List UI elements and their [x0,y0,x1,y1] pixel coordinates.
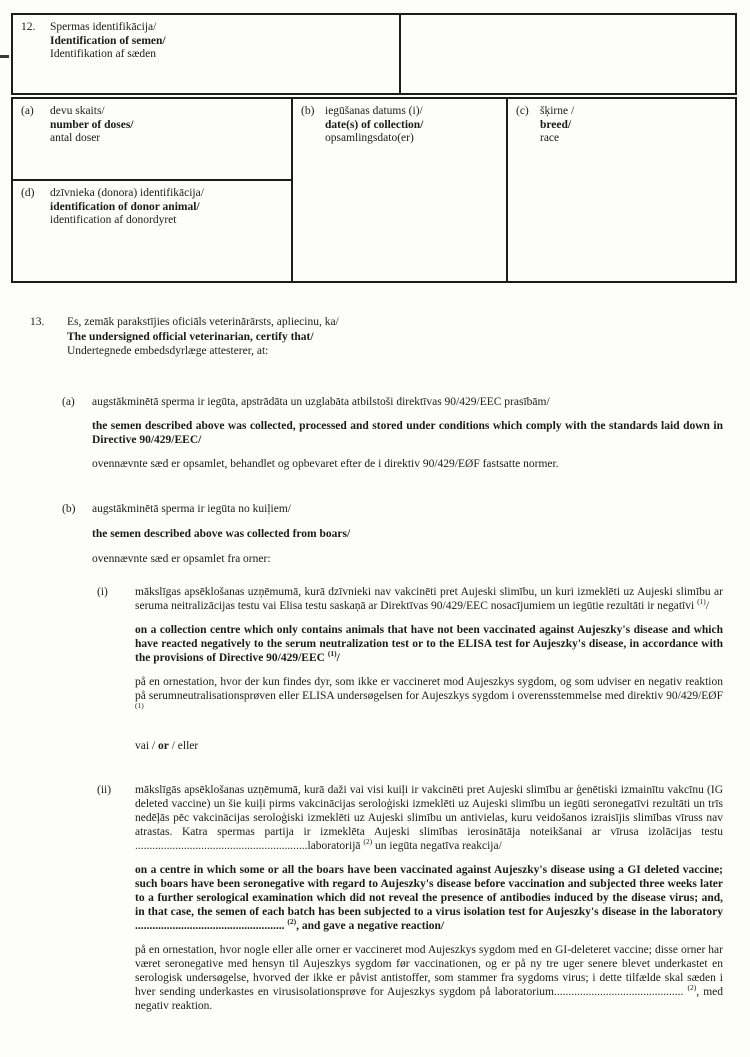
cell-c-lv: šķirne / [540,105,575,117]
item-b-en: the semen described above was collected from boars/ [92,527,351,540]
item-a-da: ovennævnte sæd er opsamlet, behandlet og opbevaret efter de i direktiv 90/429/EØF fastsatte normer. [92,457,559,470]
cell-b-number: (b) [301,105,315,117]
item-b-da: ovennævnte sæd er opsamlet fra orner: [92,552,271,565]
cell-c-da: race [540,132,560,145]
item-b-text [92,502,723,577]
item-ii-number: (ii) [97,783,112,796]
cell-d-number: (d) [21,187,35,199]
cell-d-lv: dzīvnieka (donora) identifikācija/ [50,187,204,199]
cell-c-en: breed/ [540,118,572,131]
certification-body [0,283,750,1023]
cell-d-da: identification af donordyret [50,214,177,227]
cell-12-en: Identification of semen/ [50,34,166,47]
section-13-da: Undertegnede embedsdyrlæge attesterer, at: [67,345,269,358]
cell-b [293,99,508,281]
cell-12-label [13,15,401,93]
cell-b-lv: iegūšanas datums (i)/ [325,105,423,117]
item-i-en: on a collection centre which only contains animals that have not been vaccinated against Aujeszky's disease and which have reacted negatively to the serum neutralization test or to the ELISA test for Aujeszky's disease, in accordance with the provisions of Directive 90/429/EEC $^{(1)}$/ [135,623,723,664]
cell-d-text [50,187,204,281]
footnote-ref-2: (2) [687,982,697,992]
cell-d [13,181,291,281]
cell-a [13,99,291,181]
item-ii-en: on a centre in which some or all the boars have been vaccinated against Aujeszky's disease using a GI deleted vaccine; such boars have been seronegative with regard to Aujeszky's disease before vaccination and subjected three weeks later to a further serological examination which did not reveal the presence of antibodies induced by the disease virus; and, in that case, the semen of each batch has been subjected to a virus isolation test for Aujeszky's disease in the laboratory .................................................... $^{(2)}$, and gave a negative reaction/ [135,863,723,932]
section-13-en: The undersigned official veterinarian, certify that/ [67,330,314,343]
cell-d-en: identification of donor animal/ [50,200,200,213]
item-ii [97,783,750,1023]
table-row-abcd [11,97,737,283]
item-i [97,585,750,727]
cell-a-en: number of doses/ [50,118,134,131]
table-column-left [13,99,293,281]
item-b [62,502,750,577]
section-13-text [67,315,339,359]
cell-b-en: date(s) of collection/ [325,118,424,131]
item-i-number: (i) [97,585,108,598]
cell-12-lv: Spermas identifikācija/ [50,21,157,33]
footnote-ref-2: (2) [363,836,373,846]
semen-identification-table [11,13,737,283]
footnote-ref-2: (2) [287,916,297,926]
section-13-number: 13. [30,316,45,328]
item-i-lv: mākslīgas apsēklošanas uzņēmumā, kurā dzīvnieki nav vakcinēti pret Aujeski slimību, un kuri izmeklēti uz Aujeski slimību ar seruma neitralizācijas testu vai Elisa testu saskaņā ar Direktīvas 90/429/EEC nosacījumiem un iegūtie rezultāti ir negatīvi $^{(1)}$/ [135,585,723,612]
item-ii-text [135,783,723,1023]
item-a-number: (a) [62,395,75,408]
cell-12-text [50,21,166,93]
item-i-da: på en ornestation, hvor der kun findes dyr, som ikke er vaccineret mod Aujeszkys sygdom, og som udviser en negativ reaktion på serumneutralisationsprøven eller ELISA undersøgelsen for Aujeszkys sygdom i overensstemmelse med direktiv 90/429/EØF $^{(1)}$ [135,675,723,710]
item-a [62,395,750,481]
cell-c-number: (c) [516,105,529,117]
item-ii-lv: mākslīgās apsēklošanas uzņēmumā, kurā daži vai visi kuiļi ir vakcinēti pret Aujeski slimību ar ģenētiski izmainītu vakcīnu (IG deleted vaccine) un šie kuiļi pirms vakcinācijas seroloģiski izmeklēti uz Aujeski slimību un iegūti seronegatīvi rezultāti un trīs nedēļās pēc vakcinācijas seroloģiski izmeklēti uz Aujeski slimību un antivielas, kuru veidošanos izraisījis slimības vīruss nav atrastas. Katra spermas partija ir izmeklēta Aujeski slimības ierosinātāja noteikšanai ar vīrusa izolācijas testu ............................................................laboratorijā $^{(2)}$ un iegūta negatīva reakcija/ [135,783,723,852]
cell-a-text [50,105,134,179]
footnote-ref-1: (1) [135,700,144,710]
cell-12-number: 12. [21,21,36,33]
item-i-text [135,585,723,727]
table-row-12 [11,13,737,95]
section-13 [30,315,750,359]
item-b-lv: augstākminētā sperma ir iegūta no kuiļiem/ [92,502,291,515]
section-13-lv: Es, zemāk parakstījies oficiāls veterinārārsts, apliecinu, ka/ [67,316,339,328]
cell-12-entry-area [401,15,735,93]
item-a-text [92,395,723,481]
scan-artifact-dash [0,55,9,58]
cell-b-text [325,105,423,281]
footnote-ref-1: (1) [697,596,706,606]
or-separator-line: vai / or / eller [135,739,199,752]
item-b-number: (b) [62,502,76,515]
cell-c [508,99,735,281]
cell-a-lv: devu skaits/ [50,105,105,117]
cell-a-number: (a) [21,105,34,117]
item-a-en: the semen described above was collected, processed and stored under conditions which comply with the standards laid down in Directive 90/429/EEC/ [92,419,723,446]
cell-c-text [540,105,574,281]
footnote-ref-1: (1) [327,648,337,658]
cell-a-da: antal doser [50,132,101,145]
cell-b-da: opsamlingsdato(er) [325,132,414,145]
item-a-lv: augstākminētā sperma ir iegūta, apstrādāta un uzglabāta atbilstoši direktīvas 90/429/EEC prasībām/ [92,395,550,408]
item-ii-da: på en ornestation, hvor nogle eller alle orner er vaccineret mod Aujeszkys sygdom med en GI-deleteret vaccine; disse orner har været seronegative med hensyn til Aujeszkys sygdom før vaccinationen, og er på ny tre uger senere blevet underkastet en serologisk undersøgelse, hvorved der ikke er påvist antistoffer, som stammer fra sygdoms virus; i dette tilfælde skal sæden i hver sending underkastes en virusisolationsprøve for Aujeszkys sygdom på laboratorium............................................. $^{(2)}$, med negativ reaktion. [135,943,723,1012]
cell-12-da: Identifikation af sæden [50,48,157,61]
